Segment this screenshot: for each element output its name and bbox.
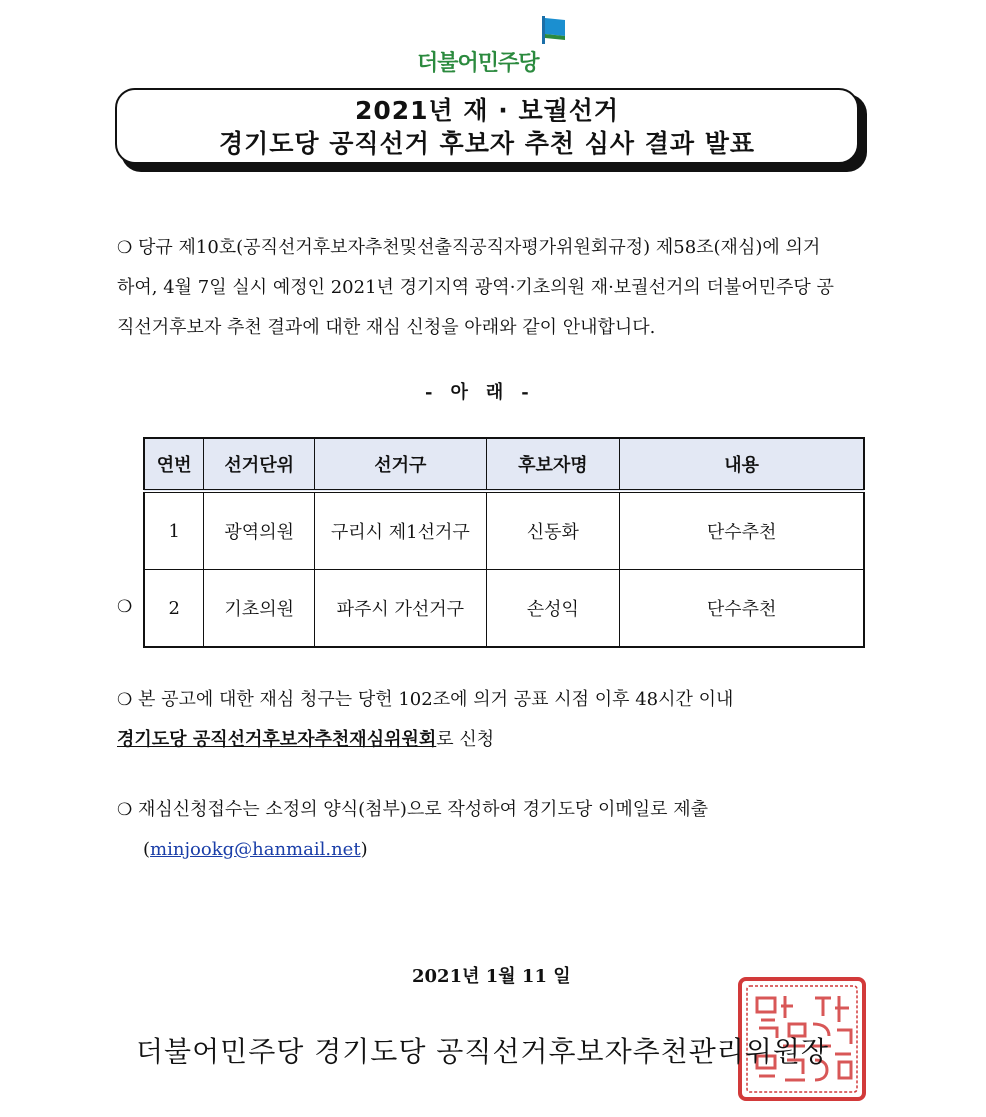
email-open-paren: ( <box>143 839 151 860</box>
notice-submission <box>117 790 708 870</box>
cell-content: 단수추천 <box>620 570 864 648</box>
bullet-circle-icon: ❍ <box>117 690 133 710</box>
section-label: - 아 래 - <box>425 382 529 403</box>
header-unit: 선거단위 <box>204 438 315 491</box>
logo-text: 더불어민주당 <box>417 51 539 76</box>
intro-line-2: 하여, 4월 7일 실시 예정인 2021년 경기지역 광역·기초의원 재·보궐선거의 더불어민주당 공 <box>117 277 834 298</box>
table-row <box>144 491 864 570</box>
header-no: 연번 <box>144 438 204 491</box>
header-district: 선거구 <box>315 438 487 491</box>
cell-unit: 광역의원 <box>204 491 315 570</box>
notice-appeal <box>117 680 733 760</box>
title-line-1: 2021년 재 · 보궐선거 <box>354 96 620 125</box>
cell-unit: 기초의원 <box>204 570 315 648</box>
cell-candidate: 신동화 <box>486 491 620 570</box>
cell-no: 1 <box>144 491 204 570</box>
cell-content: 단수추천 <box>620 491 864 570</box>
result-table <box>143 437 865 648</box>
intro-line-1: 당규 제10호(공직선거후보자추천및선출직공직자평가위원회규정) 제58조(재심)에 의거 <box>137 237 821 258</box>
bullet-circle-icon: ❍ <box>117 800 133 820</box>
intro-paragraph <box>117 228 877 348</box>
email-link[interactable]: minjookg@hanmail.net <box>150 839 361 860</box>
header-candidate: 후보자명 <box>486 438 620 491</box>
party-logo <box>415 14 575 76</box>
header-content: 내용 <box>620 438 864 491</box>
cell-district: 파주시 가선거구 <box>315 570 487 648</box>
bullet-circle-icon: ❍ <box>117 238 133 258</box>
bullet-circle-icon: ❍ <box>117 597 133 617</box>
table-header-row <box>144 438 864 491</box>
flag-icon <box>541 16 567 44</box>
cell-candidate: 손성익 <box>486 570 620 648</box>
notice-appeal-suffix: 로 신청 <box>436 729 495 750</box>
title-line-2: 경기도당 공직선거 후보자 추천 심사 결과 발표 <box>218 129 756 158</box>
notice-appeal-line-1: 본 공고에 대한 재심 청구는 당헌 102조에 의거 공표 시점 이후 48시간 이내 <box>137 689 734 710</box>
cell-district: 구리시 제1선거구 <box>315 491 487 570</box>
notice-submission-line-1: 재심신청접수는 소정의 양식(첨부)으로 작성하여 경기도당 이메일로 제출 <box>137 799 708 820</box>
cell-no: 2 <box>144 570 204 648</box>
table-row <box>144 570 864 648</box>
committee-name: 경기도당 공직선거후보자추천재심위원회 <box>117 729 437 750</box>
signer-name: 더불어민주당 경기도당 공직선거후보자추천관리위원장 <box>136 1035 829 1068</box>
intro-line-3: 직선거후보자 추천 결과에 대한 재심 신청을 아래와 같이 안내합니다. <box>117 317 656 338</box>
issue-date: 2021년 1월 11 일 <box>412 966 571 987</box>
email-close-paren: ) <box>360 839 368 860</box>
title-box <box>115 88 859 164</box>
